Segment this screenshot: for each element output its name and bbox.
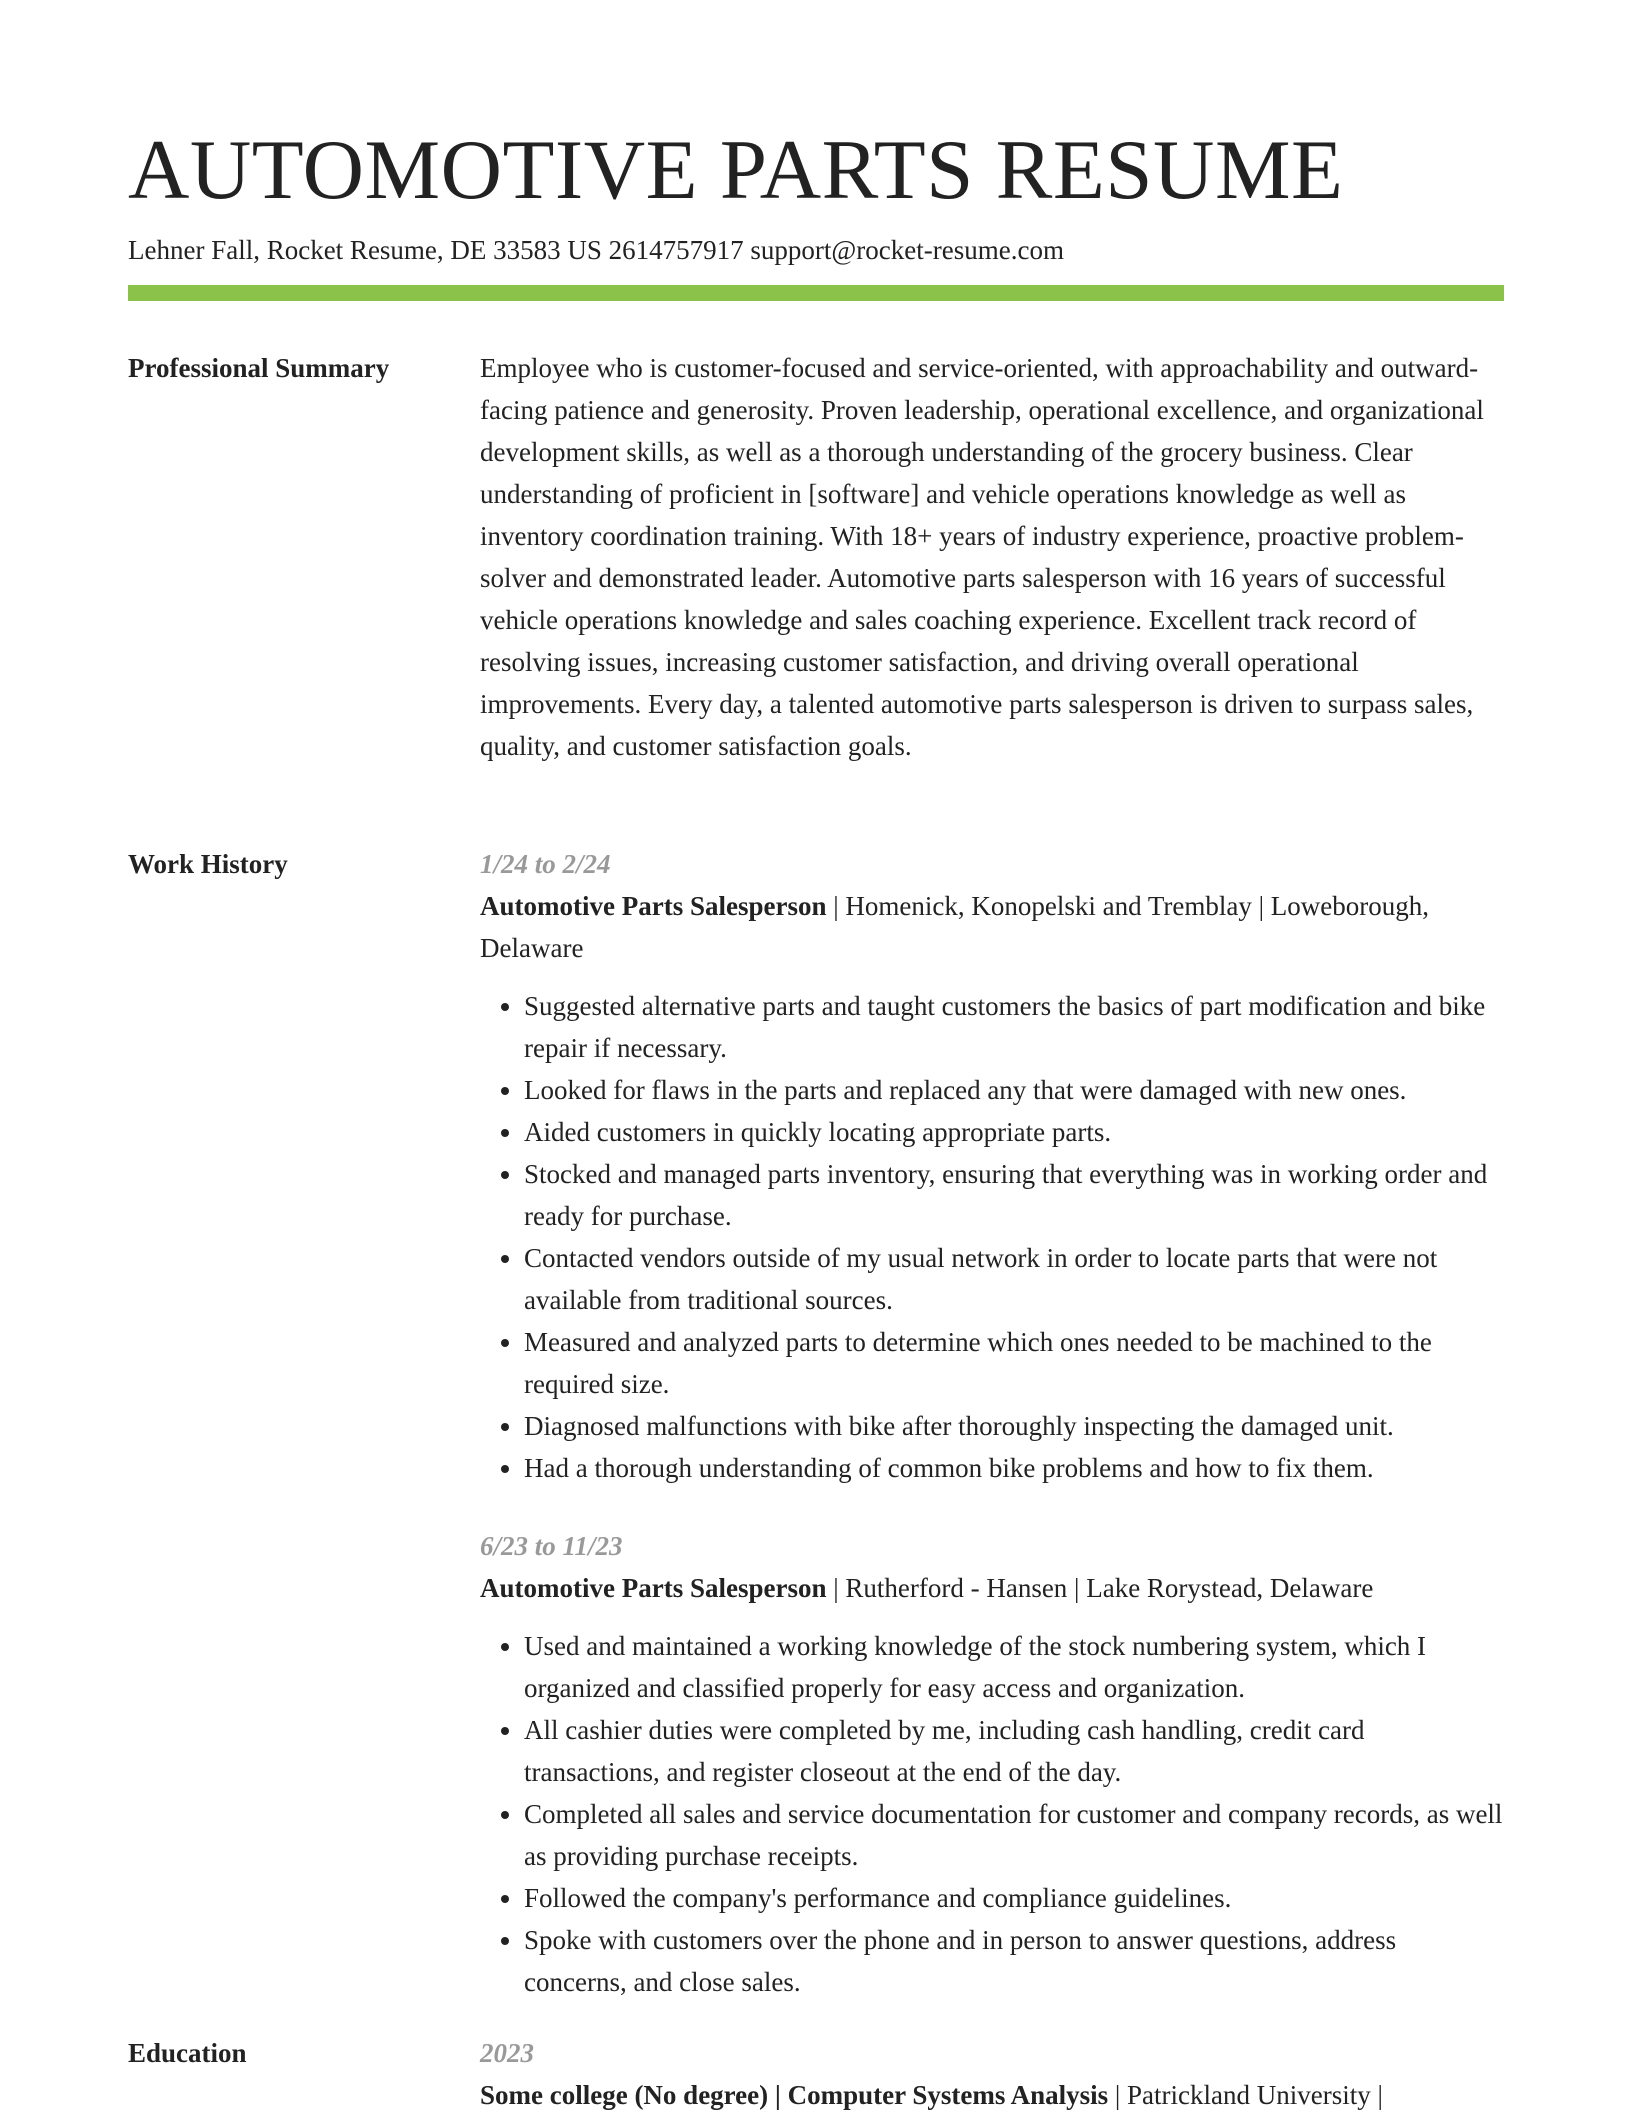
job-employer-location: | Homenick, Konopelski and Tremblay | Loweborough, Delaware [480, 891, 1429, 963]
summary-heading: Professional Summary [128, 353, 390, 383]
education-body [480, 2032, 1504, 2116]
education-degree: Some college (No degree) | Computer Systems Analysis [480, 2080, 1109, 2110]
list-item: • Completed all sales and service documentation for customer and company records, as well as providing purchase receipts. [524, 1793, 1504, 1877]
list-item: • Aided customers in quickly locating appropriate parts. [524, 1111, 1504, 1153]
job-entry [480, 843, 1504, 1489]
list-item: • Diagnosed malfunctions with bike after thoroughly inspecting the damaged unit. [524, 1405, 1504, 1447]
contact-info: Lehner Fall, Rocket Resume, DE 33583 US 2614757917 support@rocket-resume.com [128, 235, 1064, 265]
resume-title: AUTOMOTIVE PARTS RESUME [128, 123, 1344, 217]
job-title: Automotive Parts Salesperson [480, 1573, 827, 1603]
job-duties-list [480, 1625, 1504, 2003]
work-history-body [480, 843, 1504, 2039]
education-heading: Education [128, 2038, 247, 2068]
job-duties-list [480, 985, 1504, 1489]
job-employer-location: | Rutherford - Hansen | Lake Rorystead, Delaware [826, 1573, 1374, 1603]
job-heading [480, 1567, 1504, 1609]
education-heading-line [480, 2074, 1504, 2116]
job-entry [480, 1525, 1504, 2003]
list-item: • Suggested alternative parts and taught customers the basics of part modification and bike repair if necessary. [524, 985, 1504, 1069]
list-item: • Contacted vendors outside of my usual network in order to locate parts that were not available from traditional sources. [524, 1237, 1504, 1321]
list-item: • Stocked and managed parts inventory, ensuring that everything was in working order and ready for purchase. [524, 1153, 1504, 1237]
education-year: 2023 [480, 2038, 534, 2068]
job-title: Automotive Parts Salesperson [480, 891, 827, 921]
job-heading [480, 885, 1504, 969]
job-dates: 6/23 to 11/23 [480, 1531, 623, 1561]
list-item: • Followed the company's performance and compliance guidelines. [524, 1877, 1504, 1919]
work-history-heading: Work History [128, 849, 288, 879]
list-item: • Had a thorough understanding of common bike problems and how to fix them. [524, 1447, 1504, 1489]
accent-divider [128, 285, 1504, 301]
education-school: | Patrickland University | [1108, 2080, 1383, 2110]
summary-text: Employee who is customer-focused and service-oriented, with approachability and outward-facing patience and generosity. Proven leadership, operational excellence, and organizational development skills, as well as a thorough understanding of the grocery business. Clear understanding of proficient in [software] and vehicle operations knowledge as well as inventory coordination training. With 18+ years of industry experience, proactive problem-solver and demonstrated leader. Automotive parts salesperson with 16 years of successful vehicle operations knowledge and sales coaching experience. Excellent track record of resolving issues, increasing customer satisfaction, and driving overall operational improvements. Every day, a talented automotive parts salesperson is driven to surpass sales, quality, and customer satisfaction goals. [480, 353, 1484, 761]
list-item: • Spoke with customers over the phone and in person to answer questions, address concerns, and close sales. [524, 1919, 1504, 2003]
summary-body [480, 347, 1504, 767]
list-item: • Measured and analyzed parts to determine which ones needed to be machined to the required size. [524, 1321, 1504, 1405]
list-item: • Looked for flaws in the parts and replaced any that were damaged with new ones. [524, 1069, 1504, 1111]
job-dates: 1/24 to 2/24 [480, 849, 611, 879]
list-item: • Used and maintained a working knowledge of the stock numbering system, which I organized and classified properly for easy access and organization. [524, 1625, 1504, 1709]
list-item: • All cashier duties were completed by me, including cash handling, credit card transactions, and register closeout at the end of the day. [524, 1709, 1504, 1793]
